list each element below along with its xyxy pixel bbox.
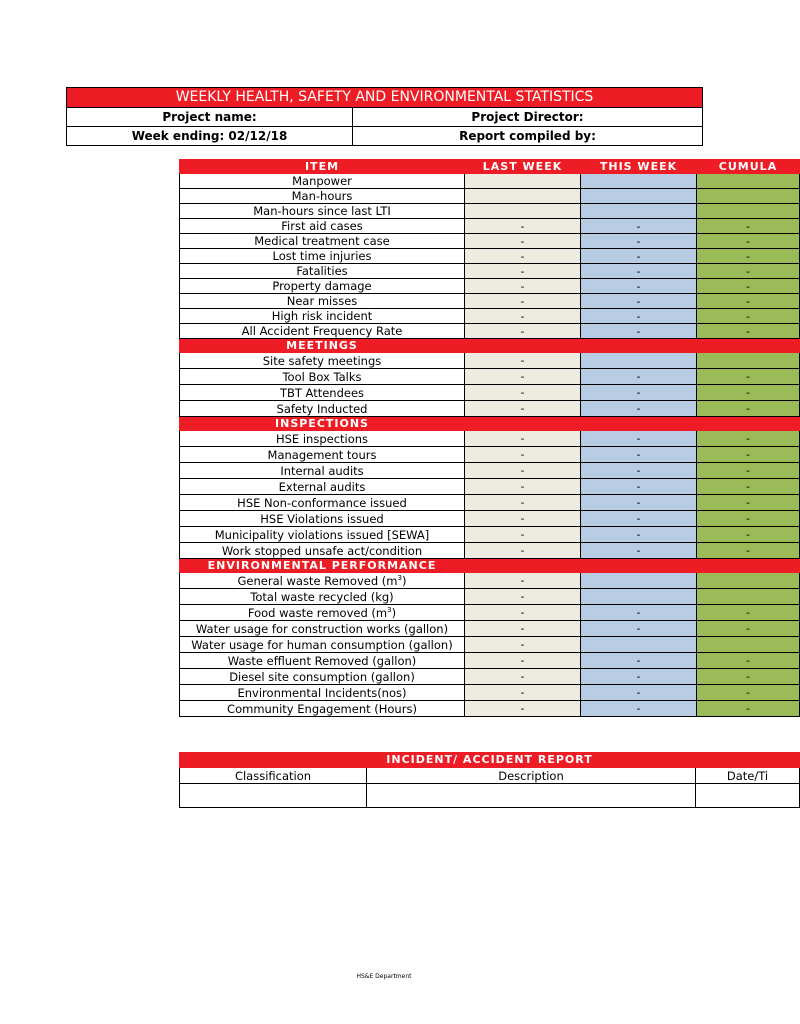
row-item-label bbox=[180, 324, 465, 339]
this-week-cell[interactable]: - bbox=[581, 605, 697, 621]
table-row bbox=[180, 543, 800, 559]
row-item-text: Man-hours since last LTI bbox=[253, 204, 391, 218]
this-week-cell[interactable]: - bbox=[581, 495, 697, 511]
cumulative-cell[interactable]: - bbox=[697, 219, 800, 234]
row-item-text: General waste Removed (m bbox=[237, 573, 398, 588]
this-week-cell[interactable] bbox=[581, 573, 697, 589]
cumulative-cell[interactable]: - bbox=[697, 324, 800, 339]
cumulative-cell[interactable] bbox=[697, 589, 800, 605]
row-item-label bbox=[180, 369, 465, 385]
this-week-cell[interactable]: - bbox=[581, 369, 697, 385]
row-item-label bbox=[180, 621, 465, 637]
row-item-label bbox=[180, 463, 465, 479]
cumulative-cell[interactable] bbox=[697, 353, 800, 369]
row-item-label bbox=[180, 543, 465, 559]
row-item-tail: ) bbox=[401, 573, 407, 588]
cumulative-cell[interactable]: - bbox=[697, 369, 800, 385]
section-fill bbox=[581, 559, 697, 573]
last-week-cell[interactable]: - bbox=[465, 219, 581, 234]
table-row bbox=[180, 309, 800, 324]
datetime-cell[interactable] bbox=[696, 784, 800, 808]
last-week-cell[interactable]: - bbox=[465, 573, 581, 589]
section-fill bbox=[581, 417, 697, 431]
cumulative-cell[interactable]: - bbox=[697, 479, 800, 495]
cumulative-cell[interactable]: - bbox=[697, 669, 800, 685]
cumulative-cell[interactable]: - bbox=[697, 385, 800, 401]
inspections-heading: INSPECTIONS bbox=[180, 417, 465, 431]
row-item-label bbox=[180, 264, 465, 279]
row-item-label bbox=[180, 294, 465, 309]
datetime-header: Date/Ti bbox=[696, 768, 800, 784]
table-row bbox=[180, 637, 800, 653]
superscript: 3 bbox=[387, 605, 392, 614]
row-item-text: Community Engagement (Hours) bbox=[227, 701, 417, 716]
row-item-label bbox=[180, 573, 465, 589]
last-week-cell[interactable] bbox=[465, 204, 581, 219]
column-header-row bbox=[180, 160, 800, 174]
this-week-cell[interactable]: - bbox=[581, 385, 697, 401]
cumulative-cell[interactable]: - bbox=[697, 294, 800, 309]
report-title: WEEKLY HEALTH, SAFETY AND ENVIRONMENTAL STATISTICS bbox=[67, 88, 703, 108]
last-week-cell[interactable]: - bbox=[465, 605, 581, 621]
row-item-label bbox=[180, 527, 465, 543]
last-week-cell[interactable]: - bbox=[465, 479, 581, 495]
environmental-heading: ENVIRONMENTAL PERFORMANCE bbox=[180, 559, 465, 573]
row-item-text: Man-hours bbox=[291, 189, 353, 203]
report-compiled-label: Report compiled by: bbox=[353, 127, 703, 146]
cumulative-cell[interactable]: - bbox=[697, 234, 800, 249]
row-item-label bbox=[180, 219, 465, 234]
this-week-cell[interactable]: - bbox=[581, 234, 697, 249]
this-week-cell[interactable] bbox=[581, 589, 697, 605]
cumulative-cell[interactable]: - bbox=[697, 249, 800, 264]
last-week-cell[interactable]: - bbox=[465, 401, 581, 417]
this-week-cell[interactable] bbox=[581, 189, 697, 204]
report-header bbox=[66, 87, 703, 146]
row-item-text: Manpower bbox=[292, 174, 352, 188]
this-week-cell[interactable]: - bbox=[581, 653, 697, 669]
col-item-header: ITEM bbox=[180, 160, 465, 174]
last-week-cell[interactable]: - bbox=[465, 511, 581, 527]
this-week-cell[interactable]: - bbox=[581, 685, 697, 701]
cumulative-cell[interactable]: - bbox=[697, 401, 800, 417]
row-item-label bbox=[180, 447, 465, 463]
last-week-cell[interactable]: - bbox=[465, 463, 581, 479]
row-item-label bbox=[180, 279, 465, 294]
last-week-cell[interactable]: - bbox=[465, 589, 581, 605]
row-item-text: Near misses bbox=[286, 294, 358, 308]
cumulative-cell[interactable]: - bbox=[697, 685, 800, 701]
this-week-cell[interactable]: - bbox=[581, 511, 697, 527]
table-row bbox=[180, 189, 800, 204]
classification-cell[interactable] bbox=[180, 784, 367, 808]
this-week-cell[interactable]: - bbox=[581, 669, 697, 685]
cumulative-cell[interactable]: - bbox=[697, 264, 800, 279]
row-item-label bbox=[180, 511, 465, 527]
cumulative-cell[interactable] bbox=[697, 204, 800, 219]
footer-department: HS&E Department bbox=[356, 973, 412, 980]
row-item-label bbox=[180, 204, 465, 219]
last-week-cell[interactable]: - bbox=[465, 264, 581, 279]
section-fill bbox=[465, 339, 581, 353]
row-item-label bbox=[180, 495, 465, 511]
row-item-label bbox=[180, 479, 465, 495]
cumulative-cell[interactable]: - bbox=[697, 621, 800, 637]
this-week-cell[interactable]: - bbox=[581, 447, 697, 463]
table-row bbox=[180, 369, 800, 385]
this-week-cell[interactable]: - bbox=[581, 324, 697, 339]
row-item-text: Waste effluent Removed (gallon) bbox=[227, 653, 417, 668]
this-week-cell[interactable]: - bbox=[581, 527, 697, 543]
this-week-cell[interactable]: - bbox=[581, 701, 697, 717]
table-row bbox=[180, 264, 800, 279]
table-row bbox=[180, 385, 800, 401]
meetings-section-row bbox=[180, 339, 800, 353]
cumulative-cell[interactable]: - bbox=[697, 309, 800, 324]
row-item-text: All Accident Frequency Rate bbox=[241, 324, 403, 338]
last-week-cell[interactable]: - bbox=[465, 495, 581, 511]
table-row bbox=[180, 463, 800, 479]
last-week-cell[interactable]: - bbox=[465, 309, 581, 324]
description-cell[interactable] bbox=[367, 784, 696, 808]
this-week-cell[interactable]: - bbox=[581, 543, 697, 559]
table-row bbox=[180, 204, 800, 219]
cumulative-cell[interactable]: - bbox=[697, 511, 800, 527]
row-item-label bbox=[180, 431, 465, 447]
inspections-section-row bbox=[180, 417, 800, 431]
cumulative-cell[interactable]: - bbox=[697, 279, 800, 294]
last-week-cell[interactable]: - bbox=[465, 621, 581, 637]
cumulative-cell[interactable] bbox=[697, 637, 800, 653]
row-item-text: Site safety meetings bbox=[262, 353, 382, 368]
last-week-cell[interactable]: - bbox=[465, 369, 581, 385]
this-week-cell[interactable]: - bbox=[581, 294, 697, 309]
this-week-cell[interactable] bbox=[581, 637, 697, 653]
last-week-cell[interactable]: - bbox=[465, 637, 581, 653]
statistics-table bbox=[179, 159, 800, 717]
week-ending-label: Week ending: 02/12/18 bbox=[67, 127, 353, 146]
this-week-cell[interactable]: - bbox=[581, 431, 697, 447]
table-row bbox=[180, 324, 800, 339]
table-row bbox=[180, 234, 800, 249]
cumulative-cell[interactable] bbox=[697, 174, 800, 189]
row-item-text: Environmental Incidents(nos) bbox=[237, 685, 407, 700]
cumulative-cell[interactable] bbox=[697, 573, 800, 589]
row-item-text: HSE inspections bbox=[275, 431, 369, 446]
row-item-text: External audits bbox=[278, 479, 366, 494]
cumulative-cell[interactable] bbox=[697, 189, 800, 204]
incident-report-table bbox=[179, 752, 800, 808]
project-name-label: Project name: bbox=[67, 108, 353, 127]
last-week-cell[interactable]: - bbox=[465, 234, 581, 249]
superscript: 3 bbox=[397, 573, 402, 582]
row-item-label bbox=[180, 701, 465, 717]
row-item-text: Water usage for human consumption (gallon) bbox=[191, 637, 453, 652]
table-row bbox=[180, 621, 800, 637]
row-item-label bbox=[180, 589, 465, 605]
row-item-label bbox=[180, 401, 465, 417]
table-row bbox=[180, 589, 800, 605]
row-item-text: Property damage bbox=[272, 279, 372, 293]
cumulative-cell[interactable]: - bbox=[697, 701, 800, 717]
classification-header: Classification bbox=[180, 768, 367, 784]
section-fill bbox=[581, 339, 697, 353]
row-item-text: Diesel site consumption (gallon) bbox=[229, 669, 415, 684]
last-week-cell[interactable] bbox=[465, 189, 581, 204]
last-week-cell[interactable]: - bbox=[465, 431, 581, 447]
row-item-text: Lost time injuries bbox=[272, 249, 372, 263]
section-fill bbox=[697, 339, 800, 353]
this-week-cell[interactable]: - bbox=[581, 621, 697, 637]
row-item-label bbox=[180, 605, 465, 621]
project-director-label: Project Director: bbox=[353, 108, 703, 127]
table-row bbox=[180, 669, 800, 685]
row-item-label bbox=[180, 669, 465, 685]
row-item-text: Food waste removed (m bbox=[247, 605, 388, 620]
table-row bbox=[180, 511, 800, 527]
section-fill bbox=[465, 417, 581, 431]
row-item-text: Medical treatment case bbox=[254, 234, 390, 248]
row-item-label bbox=[180, 353, 465, 369]
table-row bbox=[180, 249, 800, 264]
table-row bbox=[180, 431, 800, 447]
table-row bbox=[180, 447, 800, 463]
row-item-text: Management tours bbox=[267, 447, 377, 462]
row-item-tail: ) bbox=[391, 605, 397, 620]
table-row bbox=[180, 495, 800, 511]
environmental-section-row bbox=[180, 559, 800, 573]
row-item-label bbox=[180, 234, 465, 249]
table-row bbox=[180, 605, 800, 621]
row-item-text: High risk incident bbox=[271, 309, 373, 323]
last-week-cell[interactable]: - bbox=[465, 527, 581, 543]
row-item-text: Municipality violations issued [SEWA] bbox=[214, 527, 430, 542]
last-week-cell[interactable]: - bbox=[465, 447, 581, 463]
row-item-label bbox=[180, 385, 465, 401]
last-week-cell[interactable]: - bbox=[465, 701, 581, 717]
this-week-cell[interactable]: - bbox=[581, 249, 697, 264]
row-item-text: Tool Box Talks bbox=[282, 369, 362, 384]
last-week-cell[interactable]: - bbox=[465, 543, 581, 559]
row-item-text: HSE Non-conformance issued bbox=[237, 495, 407, 510]
cumulative-cell[interactable]: - bbox=[697, 653, 800, 669]
table-row bbox=[180, 174, 800, 189]
last-week-cell[interactable]: - bbox=[465, 353, 581, 369]
table-row bbox=[180, 653, 800, 669]
table-row bbox=[180, 701, 800, 717]
row-item-text: Water usage for construction works (gallon) bbox=[195, 621, 449, 636]
row-item-label bbox=[180, 685, 465, 701]
row-item-label bbox=[180, 249, 465, 264]
last-week-cell[interactable]: - bbox=[465, 324, 581, 339]
row-item-text: TBT Attendees bbox=[279, 385, 365, 400]
table-row bbox=[180, 401, 800, 417]
cumulative-cell[interactable]: - bbox=[697, 447, 800, 463]
this-week-cell[interactable]: - bbox=[581, 479, 697, 495]
cumulative-cell[interactable]: - bbox=[697, 527, 800, 543]
last-week-cell[interactable]: - bbox=[465, 294, 581, 309]
row-item-text: Internal audits bbox=[280, 463, 364, 478]
cumulative-cell[interactable]: - bbox=[697, 605, 800, 621]
this-week-cell[interactable]: - bbox=[581, 309, 697, 324]
table-row bbox=[180, 353, 800, 369]
row-item-label bbox=[180, 309, 465, 324]
last-week-cell[interactable]: - bbox=[465, 669, 581, 685]
last-week-cell[interactable]: - bbox=[465, 685, 581, 701]
cumulative-cell[interactable]: - bbox=[697, 431, 800, 447]
row-item-text: Safety Inducted bbox=[276, 401, 368, 416]
table-row bbox=[180, 573, 800, 589]
section-fill bbox=[697, 559, 800, 573]
row-item-text: Work stopped unsafe act/condition bbox=[221, 543, 423, 558]
table-row bbox=[180, 685, 800, 701]
cumulative-cell[interactable]: - bbox=[697, 463, 800, 479]
section-fill bbox=[465, 559, 581, 573]
table-row bbox=[180, 279, 800, 294]
row-item-text: Total waste recycled (kg) bbox=[250, 589, 394, 604]
this-week-cell[interactable]: - bbox=[581, 264, 697, 279]
cumulative-cell[interactable]: - bbox=[697, 495, 800, 511]
this-week-cell[interactable]: - bbox=[581, 279, 697, 294]
table-row bbox=[180, 479, 800, 495]
row-item-label bbox=[180, 637, 465, 653]
description-header: Description bbox=[367, 768, 696, 784]
row-item-label bbox=[180, 174, 465, 189]
cumulative-cell[interactable]: - bbox=[697, 543, 800, 559]
row-item-label bbox=[180, 653, 465, 669]
table-row bbox=[180, 219, 800, 234]
col-cumulative-header: CUMULA bbox=[697, 160, 800, 174]
row-item-text: HSE Violations issued bbox=[260, 511, 384, 526]
this-week-cell[interactable] bbox=[581, 353, 697, 369]
last-week-cell[interactable]: - bbox=[465, 249, 581, 264]
this-week-cell[interactable]: - bbox=[581, 219, 697, 234]
this-week-cell[interactable] bbox=[581, 174, 697, 189]
last-week-cell[interactable]: - bbox=[465, 653, 581, 669]
this-week-cell[interactable]: - bbox=[581, 401, 697, 417]
this-week-cell[interactable] bbox=[581, 204, 697, 219]
incident-report-heading: INCIDENT/ ACCIDENT REPORT bbox=[180, 753, 800, 768]
col-last-week-header: LAST WEEK bbox=[465, 160, 581, 174]
table-row bbox=[180, 294, 800, 309]
col-this-week-header: THIS WEEK bbox=[581, 160, 697, 174]
row-item-text: Fatalities bbox=[296, 264, 348, 278]
table-row bbox=[180, 527, 800, 543]
meetings-heading: MEETINGS bbox=[180, 339, 465, 353]
last-week-cell[interactable]: - bbox=[465, 279, 581, 294]
row-item-label bbox=[180, 189, 465, 204]
this-week-cell[interactable]: - bbox=[581, 463, 697, 479]
section-fill bbox=[697, 417, 800, 431]
row-item-text: First aid cases bbox=[281, 219, 363, 233]
last-week-cell[interactable] bbox=[465, 174, 581, 189]
last-week-cell[interactable]: - bbox=[465, 385, 581, 401]
